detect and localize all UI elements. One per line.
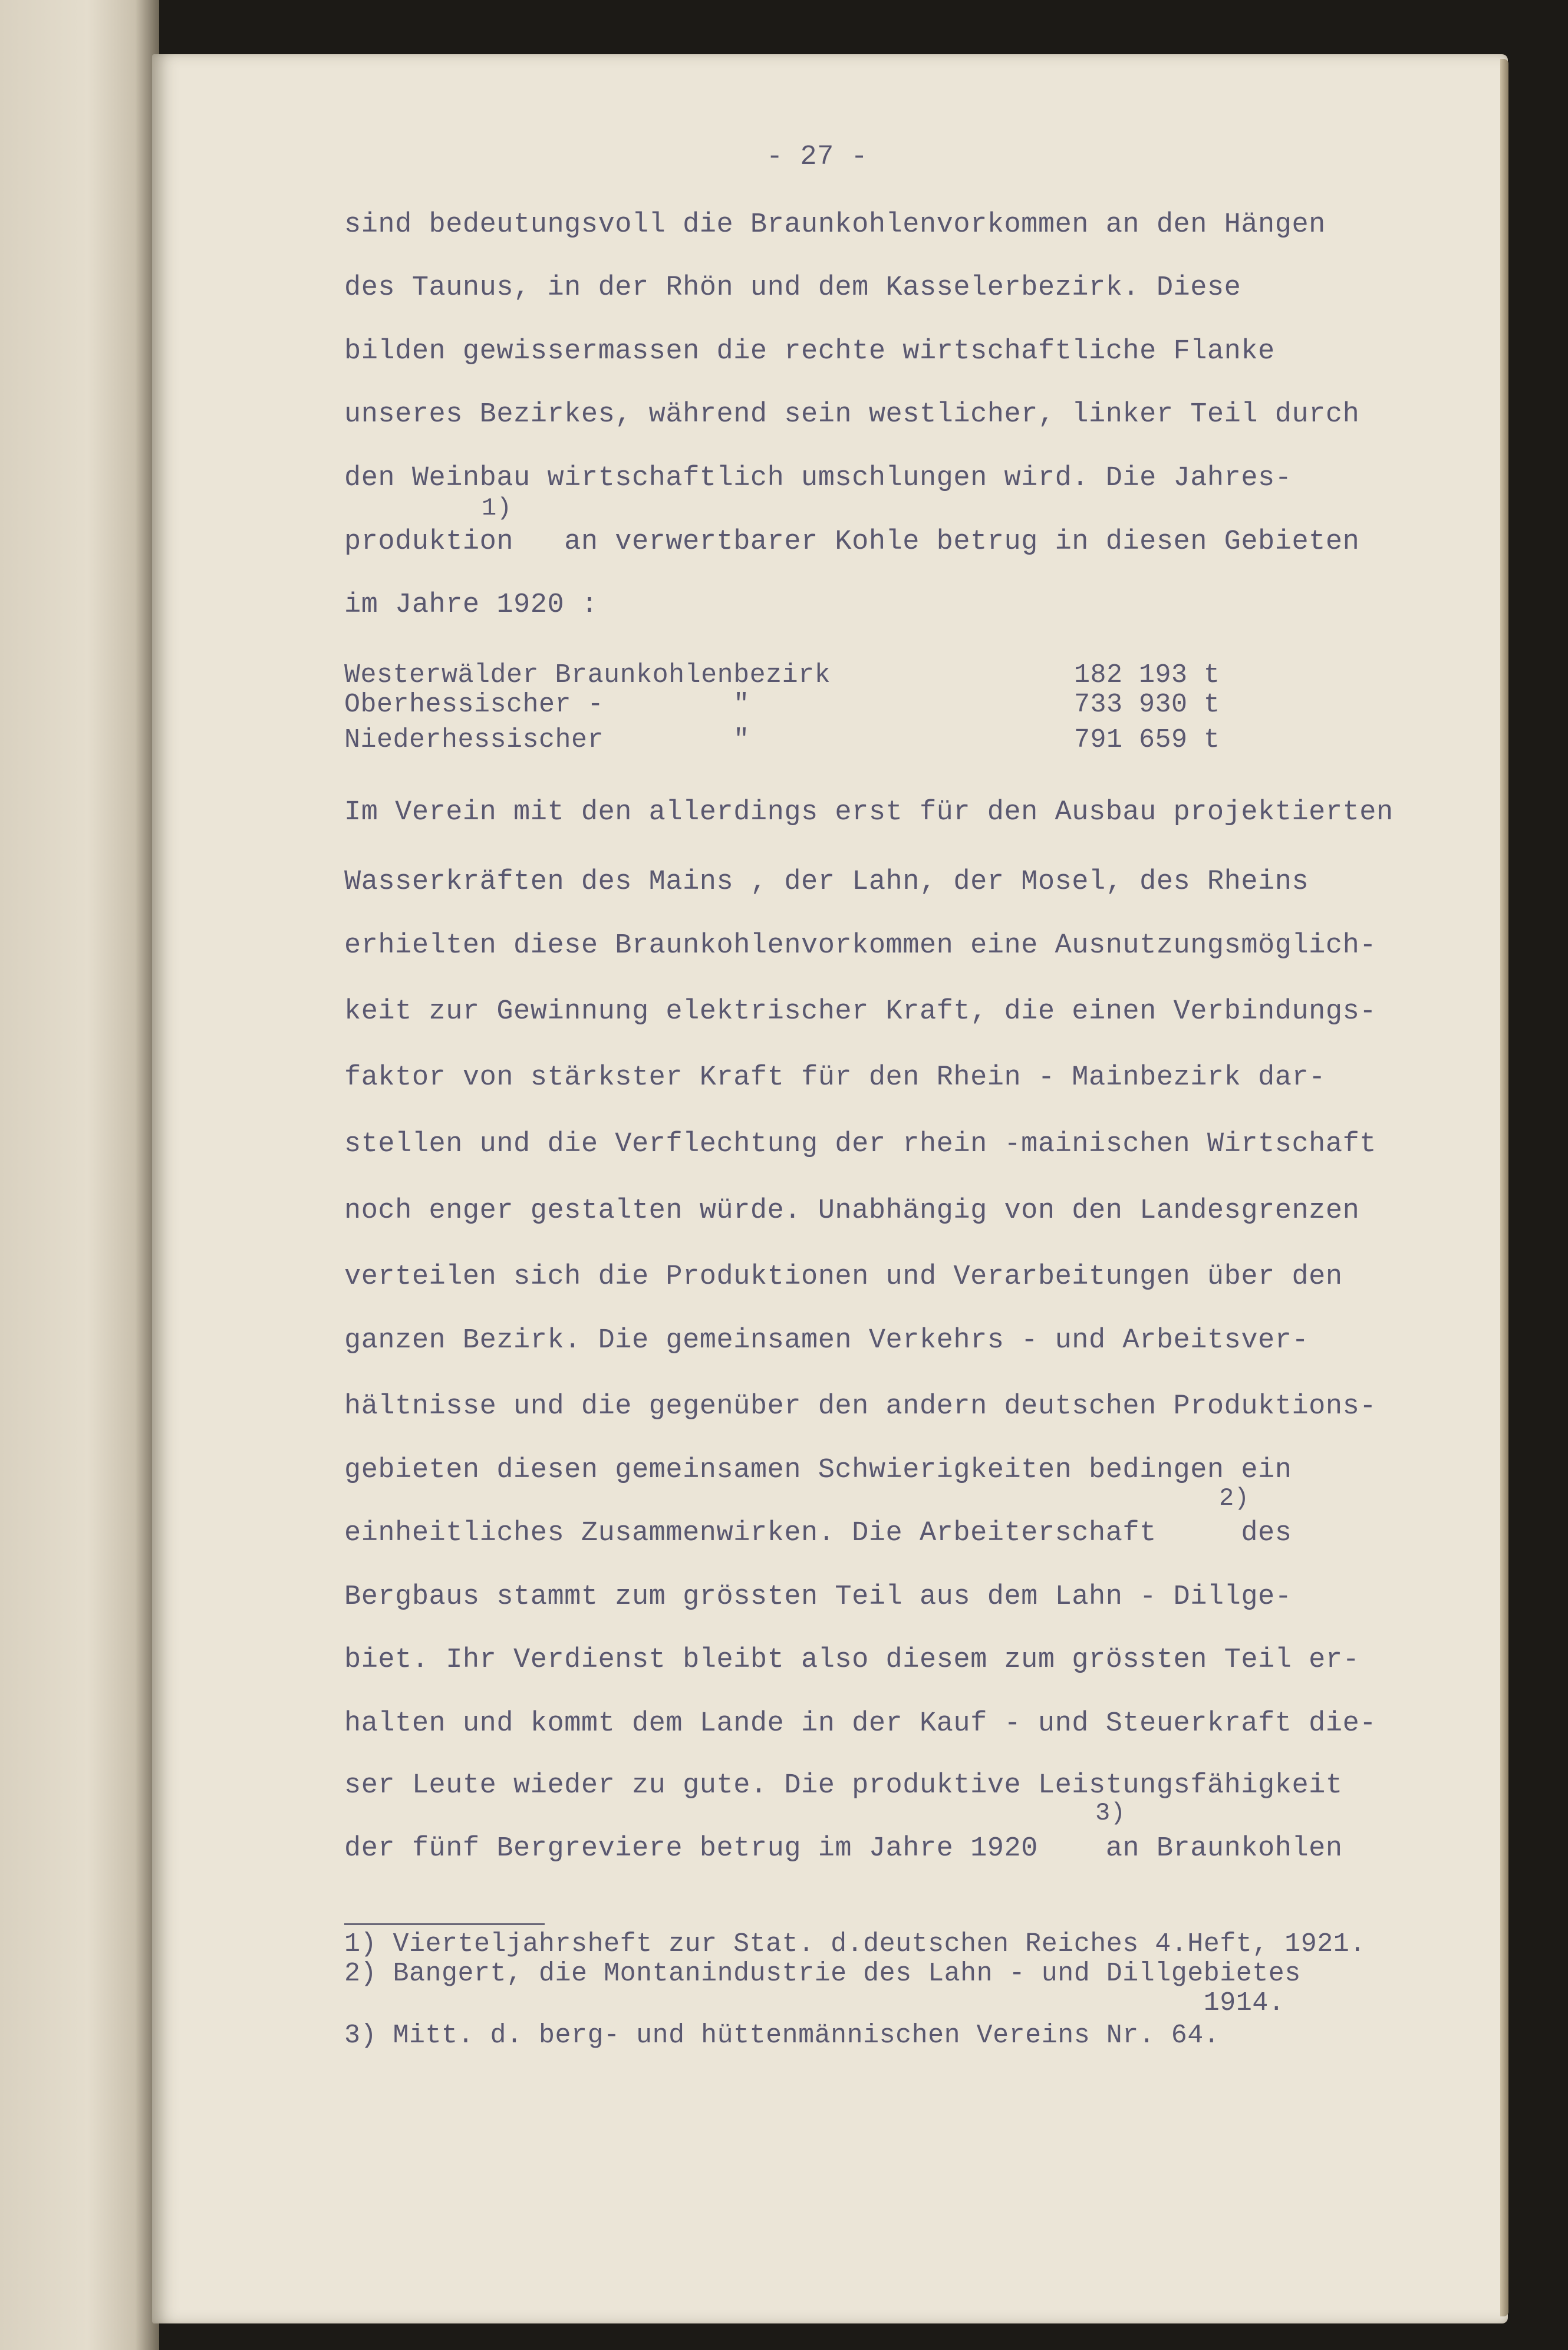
table-amount: 733 930 t: [1074, 690, 1220, 720]
page-edge: [1500, 59, 1508, 2316]
table-district: Oberhessischer - ": [344, 690, 750, 720]
body-line: sind bedeutungsvoll die Braunkohlenvorkommen an den Hängen: [344, 209, 1326, 240]
table-amount: 182 193 t: [1074, 660, 1220, 690]
body-line: biet. Ihr Verdienst bleibt also diesem zum grössten Teil er-: [344, 1644, 1360, 1676]
body-line: ser Leute wieder zu gute. Die produktive Leistungsfähigkeit: [344, 1770, 1343, 1801]
body-line: Im Verein mit den allerdings erst für den Ausbau projektierten: [344, 797, 1394, 828]
body-line: Wasserkräften des Mains , der Lahn, der Mosel, des Rheins: [344, 866, 1309, 898]
body-line: ganzen Bezirk. Die gemeinsamen Verkehrs - und Arbeitsver-: [344, 1325, 1309, 1356]
footnote-mark-3: 3): [1095, 1799, 1126, 1827]
body-line: faktor von stärkster Kraft für den Rhein - Mainbezirk dar-: [344, 1062, 1326, 1093]
body-line: des Taunus, in der Rhön und dem Kasselerbezirk. Diese: [344, 272, 1241, 304]
table-amount: 791 659 t: [1074, 725, 1220, 755]
footnote: 1) Vierteljahrsheft zur Stat. d.deutschen Reiches 4.Heft, 1921.: [344, 1929, 1366, 1959]
body-line: hältnisse und die gegenüber den andern deutschen Produktions-: [344, 1391, 1376, 1422]
body-line: einheitliches Zusammenwirken. Die Arbeiterschaft des: [344, 1518, 1292, 1549]
footnote: 2) Bangert, die Montanindustrie des Lahn - und Dillgebietes: [344, 1959, 1301, 1989]
body-line: den Weinbau wirtschaftlich umschlungen wird. Die Jahres-: [344, 463, 1292, 494]
table-district: Westerwälder Braunkohlenbezirk: [344, 660, 831, 690]
page-number: - 27 -: [766, 141, 868, 173]
body-line: produktion an verwertbarer Kohle betrug in diesen Gebieten: [344, 526, 1360, 558]
footnote-mark-2: 2): [1219, 1484, 1250, 1512]
footnote: 1914.: [344, 1988, 1285, 2018]
body-line: gebieten diesen gemeinsamen Schwierigkeiten bedingen ein: [344, 1455, 1292, 1486]
body-line: halten und kommt dem Lande in der Kauf - und Steuerkraft die-: [344, 1708, 1376, 1739]
body-line: der fünf Bergreviere betrug im Jahre 1920 an Braunkohlen: [344, 1833, 1343, 1864]
body-line: keit zur Gewinnung elektrischer Kraft, die einen Verbindungs-: [344, 996, 1376, 1027]
body-line: Bergbaus stammt zum grössten Teil aus dem Lahn - Dillge-: [344, 1581, 1292, 1613]
body-line: erhielten diese Braunkohlenvorkommen eine Ausnutzungsmöglich-: [344, 930, 1376, 961]
footnote-mark-1: 1): [482, 494, 512, 522]
table-district: Niederhessischer ": [344, 725, 750, 755]
footnote: 3) Mitt. d. berg- und hüttenmännischen Vereins Nr. 64.: [344, 2021, 1220, 2051]
body-line: im Jahre 1920 :: [344, 589, 598, 621]
footnote-rule: [344, 1923, 545, 1925]
left-facing-page: [0, 0, 159, 2350]
body-line: bilden gewissermassen die rechte wirtschaftliche Flanke: [344, 336, 1275, 367]
body-line: verteilen sich die Produktionen und Verarbeitungen über den: [344, 1261, 1343, 1293]
body-line: unseres Bezirkes, während sein westlicher, linker Teil durch: [344, 399, 1360, 430]
body-line: stellen und die Verflechtung der rhein -mainischen Wirtschaft: [344, 1129, 1376, 1160]
body-line: noch enger gestalten würde. Unabhängig von den Landesgrenzen: [344, 1195, 1360, 1227]
